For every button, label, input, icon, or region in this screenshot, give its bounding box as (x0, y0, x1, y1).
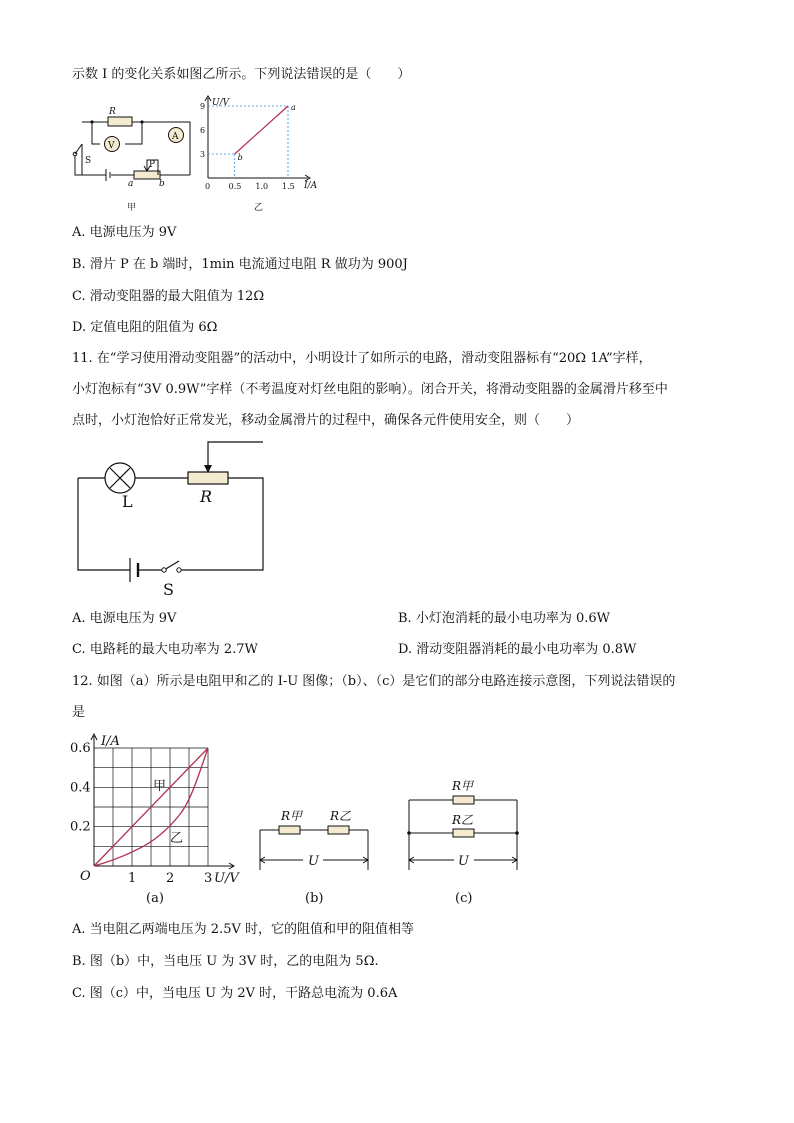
q11-stem-line1: 11. 在“学习使用滑动变阻器”的活动中，小明设计了如所示的电路，滑动变阻器标有“20Ω 1A”字样， (72, 351, 652, 366)
q12-graph-y-tick: 0.2 (70, 819, 91, 835)
q12-graph-caption: (a) (146, 891, 164, 906)
q10-stem-tail: 示数 I 的变化关系如图乙所示。下列说法错误的是（ ） (72, 67, 411, 82)
q12-graph-x-tick: 3 (204, 871, 213, 886)
q10-jia-label-A: A (172, 132, 179, 142)
q12-option-b: B. 图（b）中，当电压 U 为 3V 时，乙的电阻为 5Ω. (72, 954, 379, 969)
q10-yi-point-a: a (291, 103, 296, 112)
q10-yi-caption: 乙 (254, 203, 264, 213)
q11-option-a: A. 电源电压为 9V (72, 611, 177, 626)
q11-stem-line3: 点时，小灯泡恰好正常发光，移动金属滑片的过程中，确保各元件使用安全，则（ ） (72, 413, 580, 428)
q11-circuit-diagram (70, 438, 270, 600)
q12-b-label-r2: R乙 (330, 809, 352, 823)
q10-yi-y-tick: 6 (200, 126, 206, 135)
q12-c-label-u: U (458, 854, 469, 869)
q12-stem-line2: 是 (72, 705, 86, 720)
q10-jia-label-R: R (109, 107, 116, 117)
q10-yi-x-tick: 0.5 (228, 182, 242, 191)
q10-jia-label-S: S (85, 156, 92, 166)
q10-option-b: B. 滑片 P 在 b 端时，1min 电流通过电阻 R 做功为 900J (72, 257, 408, 272)
resistor-yi-icon (453, 829, 474, 837)
q10-yi-x-tick: 0 (205, 182, 211, 191)
q12-circuit-b (255, 795, 375, 905)
q11-option-d: D. 滑动变阻器消耗的最小电功率为 0.8W (398, 642, 637, 657)
q10-option-d: D. 定值电阻的阻值为 6Ω (72, 320, 218, 335)
q12-c-caption: (c) (455, 891, 473, 906)
q12-graph-y-axis-label: I/A (101, 734, 120, 749)
q10-yi-x-axis-label: I/A (304, 181, 318, 191)
q10-option-a: A. 电源电压为 9V (72, 225, 177, 240)
q11-option-c: C. 电路耗的最大电功率为 2.7W (72, 642, 258, 657)
q10-jia-label-a: a (128, 179, 134, 189)
q12-b-caption: (b) (305, 891, 324, 906)
q12-graph-origin: O (80, 869, 91, 884)
q12-graph-y-tick: 0.6 (70, 741, 91, 756)
q10-jia-label-b: b (159, 179, 165, 189)
q10-yi-y-tick: 9 (200, 102, 206, 111)
resistor-jia-icon (279, 826, 300, 834)
q12-graph-label-yi: 乙 (170, 831, 184, 846)
resistor-yi-icon (328, 826, 349, 834)
q12-c-label-r1: R甲 (452, 779, 474, 793)
q12-b-label-r1: R甲 (281, 809, 303, 823)
q10-circuit-diagram-jia (70, 100, 195, 215)
q10-jia-label-P: P (149, 160, 156, 170)
resistor-jia-icon (453, 796, 474, 804)
rheostat-icon (188, 472, 228, 484)
q12-b-label-u: U (308, 854, 319, 869)
q12-option-a: A. 当电阻乙两端电压为 2.5V 时，它的阻值和甲的阻值相等 (72, 922, 414, 937)
q11-label-R: R (200, 487, 213, 506)
q10-yi-y-axis-label: U/V (212, 98, 230, 108)
q11-stem-line2: 小灯泡标有“3V 0.9W”字样（不考温度对灯丝电阻的影响）。闭合开关，将滑动变阻器的金属滑片移至中 (72, 382, 668, 397)
q12-circuit-c (403, 775, 528, 905)
q10-jia-label-V: V (108, 141, 115, 151)
q10-yi-point-b: b (237, 153, 243, 162)
q11-option-b: B. 小灯泡消耗的最小电功率为 0.6W (398, 611, 610, 626)
q12-graph-label-jia: 甲 (153, 779, 167, 794)
q10-jia-caption: 甲 (127, 203, 137, 213)
q10-graph-yi (196, 92, 326, 217)
q10-option-c: C. 滑动变阻器的最大阻值为 12Ω (72, 289, 265, 304)
q12-graph-x-tick: 2 (166, 871, 175, 886)
q12-c-label-r2: R乙 (452, 813, 474, 827)
q12-graph-x-axis-label: U/V (214, 871, 239, 886)
q12-graph-x-tick: 1 (128, 871, 137, 886)
q10-yi-x-tick: 1.0 (255, 182, 269, 191)
q11-label-S: S (163, 580, 174, 599)
q10-graph-series-line (235, 106, 288, 154)
q12-option-c: C. 图（c）中，当电压 U 为 2V 时，干路总电流为 0.6A (72, 986, 398, 1001)
q12-graph-y-tick: 0.4 (70, 780, 91, 796)
q12-stem-line1: 12. 如图（a）所示是电阻甲和乙的 I-U 图像；（b）、（c）是它们的部分电路连接示意图，下列说法错误的 (72, 674, 676, 689)
q12-graph-a (68, 730, 253, 910)
q11-label-L: L (122, 492, 133, 511)
q10-yi-y-tick: 3 (200, 150, 206, 159)
q10-yi-x-tick: 1.5 (282, 182, 295, 191)
